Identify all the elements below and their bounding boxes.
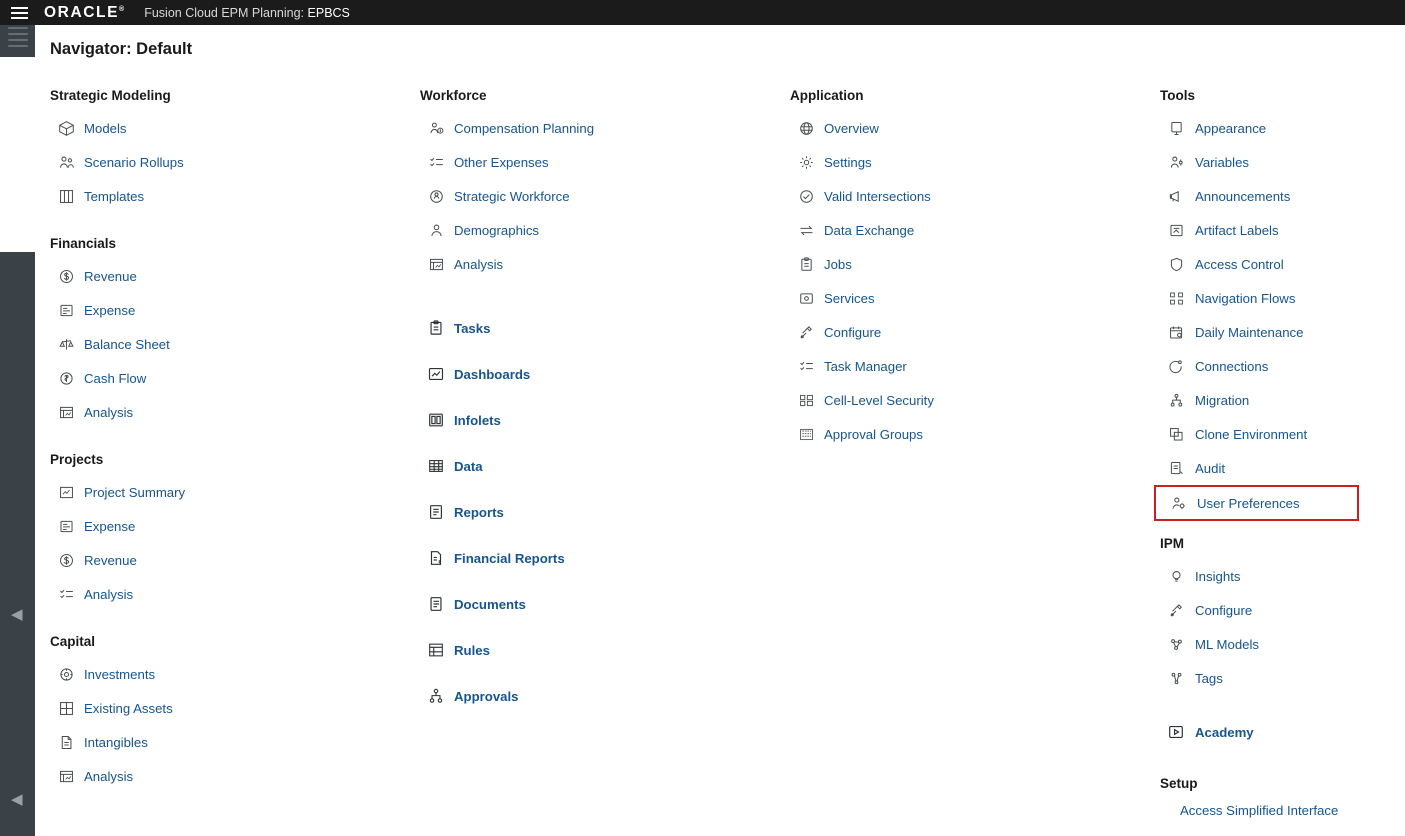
nav-item-label: Variables	[1195, 154, 1249, 170]
user-preferences-icon	[1165, 492, 1191, 514]
navigator-panel	[35, 25, 1405, 836]
variables-icon	[1163, 151, 1189, 173]
columns-icon	[53, 185, 79, 207]
nav-item-infolets[interactable]	[420, 397, 780, 443]
nav-item-label: Infolets	[454, 412, 501, 428]
nav-item-intangibles[interactable]	[50, 725, 410, 759]
group-heading-capital: Capital	[50, 634, 96, 649]
nav-item-label: Artifact Labels	[1195, 222, 1279, 238]
group-heading-setup: Setup	[1160, 776, 1198, 791]
nav-item-models[interactable]	[50, 111, 410, 145]
navigation-flows-icon	[1163, 287, 1189, 309]
nav-item-label: Rules	[454, 642, 490, 658]
left-rail	[0, 25, 35, 836]
nav-item-label: Tasks	[454, 320, 491, 336]
nav-item-label: ML Models	[1195, 636, 1260, 652]
nav-item-data-exchange[interactable]	[790, 213, 1150, 247]
infolet-icon	[423, 409, 449, 431]
grid-chart-icon	[53, 401, 79, 423]
scale-icon	[53, 333, 79, 355]
person-icon	[423, 219, 449, 241]
nav-item-settings[interactable]	[790, 145, 1150, 179]
intersection-icon	[793, 185, 819, 207]
nav-item-connections[interactable]	[1160, 349, 1405, 383]
link-access-simplified-interface[interactable]: Access Simplified Interface	[1180, 803, 1339, 818]
nav-item-label: Migration	[1195, 392, 1250, 408]
configure-icon	[793, 321, 819, 343]
nav-item-label: Valid Intersections	[824, 188, 931, 204]
nav-item-label: Existing Assets	[84, 700, 173, 716]
nav-item-label: Analysis	[84, 768, 134, 784]
nav-item-services[interactable]	[790, 281, 1150, 315]
nav-item-label: Services	[824, 290, 875, 306]
nav-item-audit[interactable]	[1160, 451, 1405, 485]
nav-item-label: Models	[84, 120, 127, 136]
calendar-gear-icon	[1163, 321, 1189, 343]
approval-groups-icon	[793, 423, 819, 445]
nav-item-label: Analysis	[454, 256, 504, 272]
hamburger-icon[interactable]	[0, 0, 38, 25]
nav-item-label: Approvals	[454, 688, 519, 704]
nav-item-tasks[interactable]	[420, 305, 780, 351]
nav-item-access-control[interactable]	[1160, 247, 1405, 281]
nav-item-investments[interactable]	[50, 657, 410, 691]
navigator-columns	[35, 87, 1405, 836]
nav-item-scenario-rollups[interactable]	[50, 145, 410, 179]
configure-icon	[1163, 599, 1189, 621]
insights-icon	[1163, 565, 1189, 587]
services-icon	[793, 287, 819, 309]
nav-item-revenue-projects[interactable]	[50, 543, 410, 577]
nav-item-reports[interactable]	[420, 489, 780, 535]
nav-item-data[interactable]	[420, 443, 780, 489]
nav-item-analysis-financials[interactable]	[50, 395, 410, 429]
document-icon	[423, 593, 449, 615]
migration-icon	[1163, 389, 1189, 411]
report-icon	[423, 501, 449, 523]
nav-item-label: Clone Environment	[1195, 426, 1308, 442]
nav-item-existing-assets[interactable]	[50, 691, 410, 725]
clipboard-icon	[423, 317, 449, 339]
nav-item-label: Strategic Workforce	[454, 188, 570, 204]
nav-item-announcements[interactable]	[1160, 179, 1405, 213]
ml-models-icon	[1163, 633, 1189, 655]
dollar-circle-icon	[53, 265, 79, 287]
approvals-icon	[423, 685, 449, 707]
nav-item-cell-level-security[interactable]	[790, 383, 1150, 417]
nav-item-revenue-financials[interactable]	[50, 259, 410, 293]
nav-item-valid-intersections[interactable]	[790, 179, 1150, 213]
people-icon	[53, 151, 79, 173]
nav-item-label: Investments	[84, 666, 156, 682]
clipboard-icon	[793, 253, 819, 275]
megaphone-icon	[1163, 185, 1189, 207]
group-heading-tools: Tools	[1160, 88, 1195, 103]
nav-item-label: Reports	[454, 504, 504, 520]
group-heading-projects: Projects	[50, 452, 104, 467]
nav-item-label: Approval Groups	[824, 426, 923, 442]
global-header	[0, 0, 1405, 25]
financial-report-icon	[423, 547, 449, 569]
nav-item-label: Documents	[454, 596, 526, 612]
nav-item-ml-models[interactable]	[1160, 627, 1405, 661]
nav-item-label: Revenue	[84, 552, 137, 568]
nav-item-label: Scenario Rollups	[84, 154, 184, 170]
nav-item-overview[interactable]	[790, 111, 1150, 145]
artifact-labels-icon	[1163, 219, 1189, 241]
clone-icon	[1163, 423, 1189, 445]
nav-item-label: Daily Maintenance	[1195, 324, 1304, 340]
nav-item-migration[interactable]	[1160, 383, 1405, 417]
nav-item-dashboards[interactable]	[420, 351, 780, 397]
nav-item-label: Insights	[1195, 568, 1241, 584]
box-grid-icon	[53, 697, 79, 719]
nav-item-analysis-projects[interactable]	[50, 577, 410, 611]
exchange-icon	[793, 219, 819, 241]
nav-item-analysis-capital[interactable]	[50, 759, 410, 793]
table-icon	[423, 455, 449, 477]
nav-item-label: Jobs	[824, 256, 852, 272]
nav-item-analysis-workforce[interactable]	[420, 247, 780, 281]
appearance-icon	[1163, 117, 1189, 139]
rail-segment-top	[0, 25, 35, 57]
nav-item-variables[interactable]	[1160, 145, 1405, 179]
navigator-column-1	[50, 87, 410, 793]
nav-item-label: Templates	[84, 188, 145, 204]
tags-icon	[1163, 667, 1189, 689]
receipt-icon	[53, 515, 79, 537]
rail-collapse-left-icon-2[interactable]: ◀	[11, 791, 23, 808]
page-title: Navigator: Default	[50, 40, 193, 58]
nav-item-label: Configure	[1195, 602, 1253, 618]
grid-chart-icon	[53, 765, 79, 787]
nav-item-label: Access Control	[1195, 256, 1284, 272]
navigator-column-3	[790, 87, 1150, 451]
nav-item-insights[interactable]	[1160, 559, 1405, 593]
nav-item-daily-maintenance[interactable]	[1160, 315, 1405, 349]
oracle-logo	[44, 4, 124, 22]
nav-item-label: Revenue	[84, 268, 137, 284]
nav-item-label: Project Summary	[84, 484, 186, 500]
nav-item-label: Data Exchange	[824, 222, 915, 238]
group-heading-strategic-modeling: Strategic Modeling	[50, 88, 171, 103]
nav-item-approval-groups[interactable]	[790, 417, 1150, 451]
navigator-column-2	[420, 87, 780, 719]
nav-item-label: Navigation Flows	[1195, 290, 1296, 306]
navigator-column-4	[1160, 87, 1405, 818]
oracle-wordmark: ORACLE	[44, 3, 120, 21]
nav-item-label: Configure	[824, 324, 882, 340]
nav-item-expense-financials[interactable]	[50, 293, 410, 327]
nav-item-configure-ipm[interactable]	[1160, 593, 1405, 627]
nav-item-label: Announcements	[1195, 188, 1291, 204]
nav-item-clone-environment[interactable]	[1160, 417, 1405, 451]
nav-item-label: Other Expenses	[454, 154, 549, 170]
nav-item-label: Audit	[1195, 460, 1226, 476]
dollar-circle-icon	[53, 549, 79, 571]
nav-item-approvals[interactable]	[420, 673, 780, 719]
rail-segment-middle	[0, 57, 35, 252]
dashboard-icon	[423, 363, 449, 385]
nav-item-label: Connections	[1195, 358, 1269, 374]
nav-item-label: Expense	[84, 302, 136, 318]
person-chart-icon	[423, 185, 449, 207]
nav-item-task-manager[interactable]	[790, 349, 1150, 383]
nav-item-jobs[interactable]	[790, 247, 1150, 281]
nav-item-expense-projects[interactable]	[50, 509, 410, 543]
grid-chart-icon	[423, 253, 449, 275]
summary-icon	[53, 481, 79, 503]
group-heading-application: Application	[790, 88, 864, 103]
nav-item-label: Academy	[1195, 724, 1254, 740]
cell-security-icon	[793, 389, 819, 411]
group-heading-workforce: Workforce	[420, 88, 487, 103]
cash-icon	[53, 367, 79, 389]
shield-icon	[1163, 253, 1189, 275]
nav-item-label: Task Manager	[824, 358, 907, 374]
nav-item-label: Data	[454, 458, 483, 474]
nav-item-rules[interactable]	[420, 627, 780, 673]
nav-item-cash-flow[interactable]	[50, 361, 410, 395]
nav-item-label: Tags	[1195, 670, 1223, 686]
nav-item-label: Balance Sheet	[84, 336, 170, 352]
rail-segment-bottom	[0, 252, 35, 836]
nav-item-label: Appearance	[1195, 120, 1267, 136]
group-heading-financials: Financials	[50, 236, 117, 251]
list-check-icon	[53, 583, 79, 605]
nav-item-navigation-flows[interactable]	[1160, 281, 1405, 315]
app-title	[144, 6, 350, 20]
nav-item-academy[interactable]	[1160, 709, 1405, 755]
nav-item-label: Compensation Planning	[454, 120, 595, 136]
nav-item-demographics[interactable]	[420, 213, 780, 247]
globe-icon	[793, 117, 819, 139]
rail-stripes-icon	[8, 27, 28, 53]
nav-item-artifact-labels[interactable]	[1160, 213, 1405, 247]
nav-item-documents[interactable]	[420, 581, 780, 627]
gear-circle-icon	[53, 663, 79, 685]
registered-mark-icon: ®	[119, 5, 125, 13]
group-heading-ipm: IPM	[1160, 536, 1185, 551]
nav-item-balance-sheet[interactable]	[50, 327, 410, 361]
connections-icon	[1163, 355, 1189, 377]
nav-item-templates[interactable]	[50, 179, 410, 213]
nav-item-strategic-workforce[interactable]	[420, 179, 780, 213]
nav-item-label: Intangibles	[84, 734, 148, 750]
gear-icon	[793, 151, 819, 173]
nav-item-label: User Preferences	[1197, 495, 1300, 511]
academy-icon	[1163, 721, 1189, 743]
nav-item-label: Demographics	[454, 222, 540, 238]
cube-icon	[53, 117, 79, 139]
nav-item-label: Analysis	[84, 404, 134, 420]
nav-item-configure-application[interactable]	[790, 315, 1150, 349]
nav-item-label: Overview	[824, 120, 879, 136]
nav-item-tags[interactable]	[1160, 661, 1405, 695]
nav-item-other-expenses[interactable]	[420, 145, 780, 179]
list-check-icon	[793, 355, 819, 377]
nav-item-label: Cell-Level Security	[824, 392, 934, 408]
nav-item-appearance[interactable]	[1160, 111, 1405, 145]
application-name: EPBCS	[307, 5, 350, 20]
list-check-icon	[423, 151, 449, 173]
nav-item-user-preferences[interactable]	[1154, 485, 1359, 521]
rail-collapse-left-icon[interactable]: ◀	[11, 606, 23, 623]
rules-grid-icon	[423, 639, 449, 661]
document-icon	[53, 731, 79, 753]
person-money-icon	[423, 117, 449, 139]
product-name: Fusion Cloud EPM Planning:	[144, 5, 305, 20]
nav-item-label: Expense	[84, 518, 136, 534]
audit-icon	[1163, 457, 1189, 479]
receipt-icon	[53, 299, 79, 321]
nav-item-compensation-planning[interactable]	[420, 111, 780, 145]
nav-item-financial-reports[interactable]	[420, 535, 780, 581]
nav-item-label: Financial Reports	[454, 550, 565, 566]
nav-item-label: Dashboards	[454, 366, 531, 382]
nav-item-label: Cash Flow	[84, 370, 147, 386]
nav-item-label: Settings	[824, 154, 872, 170]
nav-item-project-summary[interactable]	[50, 475, 410, 509]
nav-item-label: Analysis	[84, 586, 134, 602]
